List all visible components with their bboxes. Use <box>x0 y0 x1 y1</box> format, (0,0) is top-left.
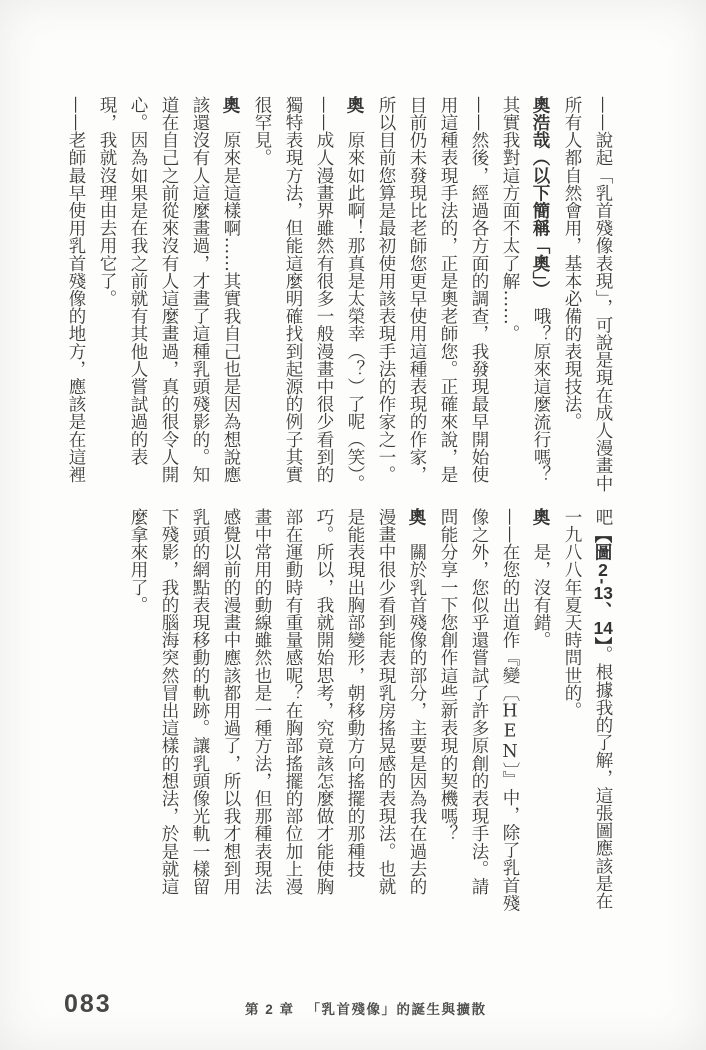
body-text: 哦？原來這麼流行嗎？其實我對這方面不太了解……。 <box>500 96 551 484</box>
body-text: 吧 <box>593 508 613 526</box>
bold-emphasis-text: 【圖2-13、14】 <box>593 525 613 646</box>
paragraph <box>556 508 618 912</box>
body-text: ——然後，經過各方面的調查，我發現最早開始使用這種表現手法的，正是奧老師您。正確來說，是目前仍未發現比老師您更早使用這種表現的作家，所以目前您算是最初使用該表現手法的作家之一。 <box>376 96 489 484</box>
body-text: 。根據我的了解，這張圖應該是在一九八八年夏天時問世的。 <box>562 508 613 910</box>
body-text: ——老師最早使用乳首殘像的地方，應該是在這裡 <box>66 96 86 484</box>
latin-letter-upright: E <box>500 721 520 742</box>
paragraph <box>339 96 370 498</box>
paragraph <box>556 96 618 498</box>
body-text: 原來如此啊！那真是太榮幸（？）了呢（笑）。 <box>345 113 365 493</box>
paragraph <box>246 96 339 498</box>
paragraph <box>122 508 432 912</box>
latin-letter-upright: H <box>500 701 520 722</box>
figure-number-digits: 14 <box>593 619 613 637</box>
body-text: ——說起「乳首殘像表現」，可說是現在成人漫畫中所有人都自然會用，基本必備的表現技法。 <box>562 96 613 493</box>
paragraph <box>525 508 556 912</box>
body-text: 關於乳首殘像的部分，主要是因為我在過去的漫畫中很少看到能表現乳房搖晃感的表現法。也就是能表現出胸部變形，朝移動方向搖擺的那種技巧。所以，我就開始思考，究竟該怎麼做才能使胸部在運動時有重量感呢？在胸部搖擺的部位加上漫畫中常用的動線雖然也是一種方法，但那種表現法感覺以前的漫畫中應該都用過了，所以我才想到用乳頭的網點表現移動的軌跡。讓乳頭像光軌一樣留下殘影，我的腦海突然冒出這樣的想法，於是就這麼拿來用了。 <box>128 508 427 896</box>
paragraph <box>432 508 525 912</box>
paragraph <box>60 96 91 498</box>
page-footer <box>0 988 706 1028</box>
body-text: ——成人漫畫界雖然有很多一般漫畫中很少看到的獨特表現方法，但能這麼明確找到起源的例子其實很罕見。 <box>252 96 334 484</box>
page-number: 083 <box>64 990 112 1018</box>
figure-number-digits: 13 <box>593 584 613 602</box>
bold-emphasis-text: 奧 <box>407 508 427 526</box>
latin-letter-upright: N <box>500 741 520 762</box>
chapter-label: 第 2 章 <box>245 1002 295 1017</box>
bold-emphasis-text: 奧 <box>345 96 365 114</box>
bold-emphasis-text: 奧 <box>531 508 551 526</box>
interview-text-lower-block <box>122 508 618 912</box>
body-text: 原來是這樣啊……其實我自己也是因為想說應該還沒有人這麼畫過，才畫了這種乳頭殘影的。知道在自己之前從來沒有人這麼畫過，真的很令人開心。因為如果是在我之前就有其他人嘗試過的表現，我就沒理由去用它了。 <box>97 96 241 484</box>
body-text: ——在您的出道作『變〔HEN〕』中，除了乳首殘像之外，您似乎還嘗試了許多原創的表現手法。請問能分享一下您創作這些新表現的契機嗎？ <box>438 508 520 912</box>
paragraph <box>370 96 494 498</box>
paragraph <box>91 96 246 498</box>
chapter-title: 「乳首殘像」的誕生與擴散 <box>306 1002 487 1017</box>
bold-emphasis-text: 奧 <box>221 96 241 114</box>
paragraph <box>494 96 556 498</box>
body-text: 是，沒有錯。 <box>531 525 551 649</box>
figure-number-digits: 2 <box>598 560 608 579</box>
bold-emphasis-text: 奧浩哉（以下簡稱「奧」） <box>531 96 551 290</box>
chapter-heading <box>245 998 487 1018</box>
interview-text-upper-block <box>60 96 618 498</box>
